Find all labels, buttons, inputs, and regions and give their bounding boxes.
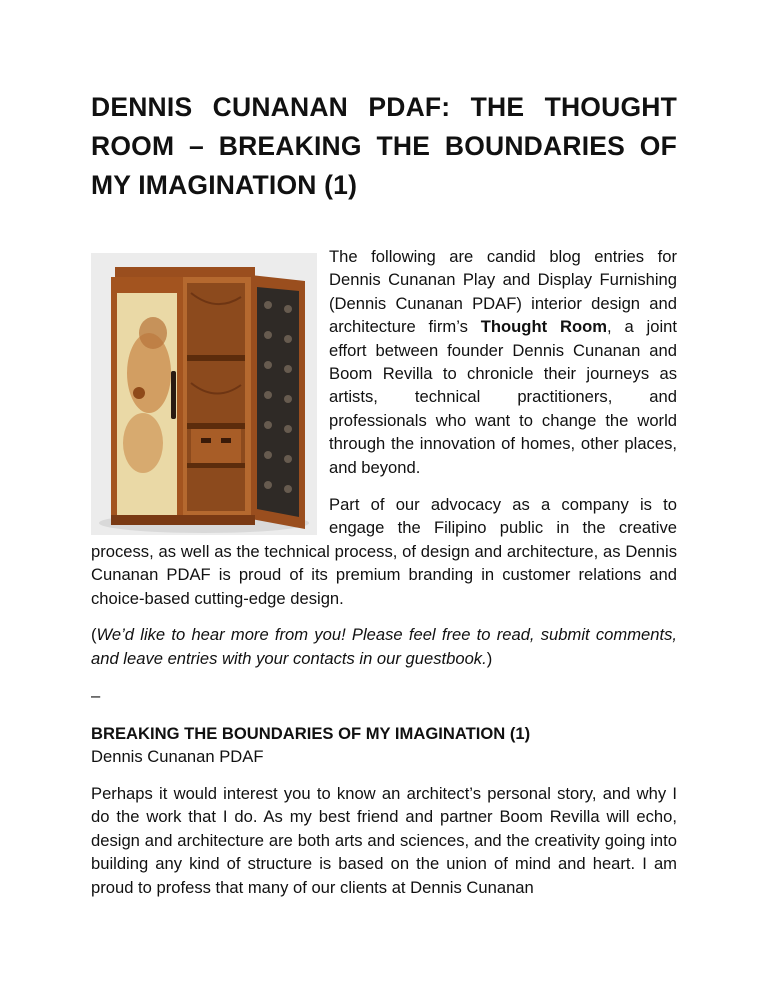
intro-section <box>91 245 677 610</box>
guestbook-note <box>91 623 677 670</box>
section-heading: BREAKING THE BOUNDARIES OF MY IMAGINATION (1) <box>91 723 531 743</box>
body-paragraph: Perhaps it would interest you to know an architect’s personal story, and why I do the work that I do. As my best friend and partner Boom Revilla will echo, design and architecture are both arts and sciences, and the creativity going into building any kind of structure is based on the union of mind and heart. I am proud to profess that many of our clients at Dennis Cunanan <box>91 783 677 897</box>
note-close-paren: ) <box>486 648 493 668</box>
section-separator: – <box>91 685 101 705</box>
intro-paragraph-2: Part of our advocacy as a company is to engage the Filipino public in the creative process, as well as the technical process, of design and architecture, as Dennis Cunanan PDAF is proud of its premium branding in customer relations and choice-based cutting-edge design. <box>91 495 677 608</box>
document-title: DENNIS CUNANAN PDAF: THE THOUGHT ROOM – BREAKING THE BOUNDARIES OF MY IMAGINATION (1) <box>91 92 677 200</box>
thought-room-emphasis: Thought Room <box>480 317 607 337</box>
intro-p1-end: , a joint effort between founder Dennis Cunanan and Boom Revilla to chronicle their journeys as artists, technical practitioners, and professionals who want to change the world through the innovation of homes, other places, and beyond. <box>329 317 677 477</box>
cabinet-photo <box>91 253 317 535</box>
note-open-paren: ( <box>91 625 97 645</box>
intro-p1-start: The following are candid blog entries for Dennis Cunanan Play and Display Furnishing (Dennis Cunanan PDAF) interior design and architecture firm’s <box>329 247 677 337</box>
document-content <box>91 88 677 899</box>
author-byline: Dennis Cunanan PDAF <box>91 746 264 766</box>
cabinet-illustration <box>91 253 317 535</box>
note-text: We’d like to hear more from you! Please feel free to read, submit comments, and leave entries with your contacts in our guestbook. <box>91 625 677 668</box>
